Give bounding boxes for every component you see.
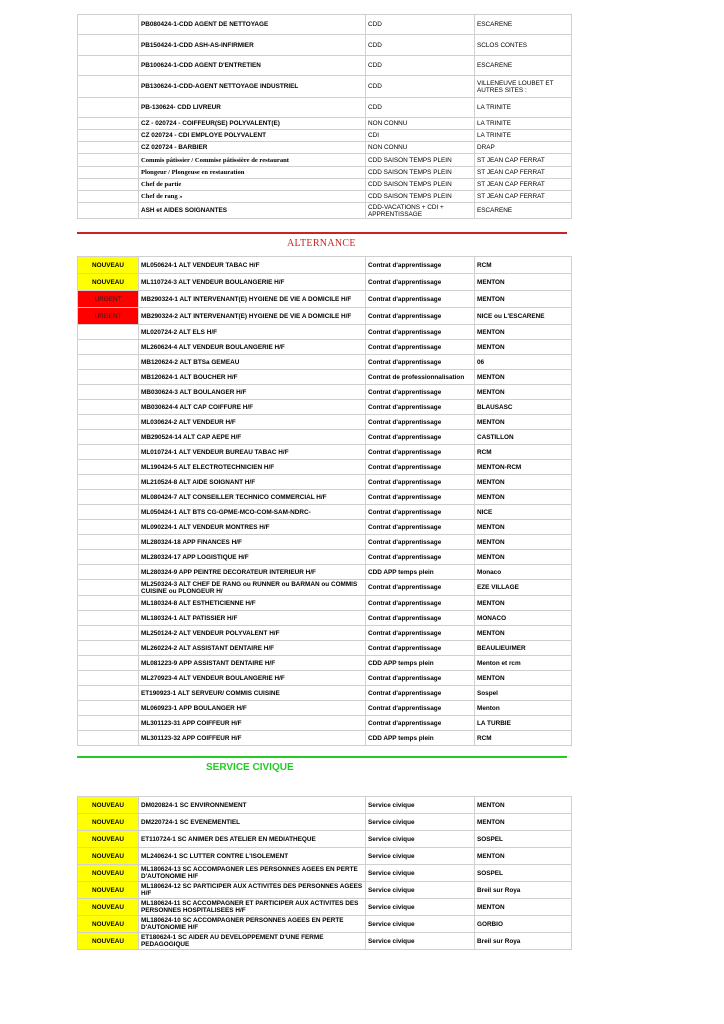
row-tag: NOUVEAU xyxy=(78,865,139,882)
row-title: MB030624-3 ALT BOULANGER H/F xyxy=(139,385,366,400)
row-tag xyxy=(78,671,139,686)
row-contract: Contrat d'apprentissage xyxy=(366,400,475,415)
table-row xyxy=(78,671,572,686)
row-title: PB080424-1-CDD AGENT DE NETTOYAGE xyxy=(139,15,366,35)
row-contract: Contrat d'apprentissage xyxy=(366,596,475,611)
row-location: RCM xyxy=(475,731,572,746)
table-row xyxy=(78,415,572,430)
cdd-offers-table xyxy=(77,14,572,219)
row-title: CZ 020724 - BARBIER xyxy=(139,142,366,154)
row-title: ML280324-9 APP PEINTRE DECORATEUR INTERIEUR H/F xyxy=(139,565,366,580)
row-tag xyxy=(78,701,139,716)
row-contract: Service civique xyxy=(366,797,475,814)
row-location: MENTON xyxy=(475,899,572,916)
row-tag xyxy=(78,56,139,76)
row-location: LA TRINITE xyxy=(475,118,572,130)
table-row xyxy=(78,76,572,98)
row-location: MENTON xyxy=(475,550,572,565)
table-row xyxy=(78,203,572,219)
row-tag xyxy=(78,445,139,460)
row-title: ML260624-4 ALT VENDEUR BOULANGERIE H/F xyxy=(139,340,366,355)
row-tag xyxy=(78,118,139,130)
row-tag xyxy=(78,505,139,520)
row-contract: Contrat d'apprentissage xyxy=(366,475,475,490)
row-tag xyxy=(78,203,139,219)
table-row xyxy=(78,848,572,865)
row-contract: Contrat d'apprentissage xyxy=(366,671,475,686)
table-row xyxy=(78,179,572,191)
row-location: Sospel xyxy=(475,686,572,701)
table-row xyxy=(78,35,572,56)
row-location: Monaco xyxy=(475,565,572,580)
row-title: MB120624-2 ALT BTSa GEMEAU xyxy=(139,355,366,370)
row-title: ML180624-12 SC PARTICIPER AUX ACTIVITES DES PERSONNES AGEES H/F xyxy=(139,882,366,899)
table-row xyxy=(78,167,572,179)
table-row xyxy=(78,626,572,641)
row-contract: Service civique xyxy=(366,831,475,848)
row-location: MENTON xyxy=(475,814,572,831)
table-row xyxy=(78,340,572,355)
row-contract: Contrat d'apprentissage xyxy=(366,641,475,656)
row-tag xyxy=(78,142,139,154)
row-title: ML280324-17 APP LOGISTIQUE H/F xyxy=(139,550,366,565)
row-title: ML260224-2 ALT ASSISTANT DENTAIRE H/F xyxy=(139,641,366,656)
row-location: RCM xyxy=(475,257,572,274)
row-contract: CDD APP temps plein xyxy=(366,656,475,671)
row-tag xyxy=(78,490,139,505)
row-location: MENTON xyxy=(475,415,572,430)
alternance-table xyxy=(77,256,572,746)
row-location: NICE xyxy=(475,505,572,520)
row-location: MONACO xyxy=(475,611,572,626)
table-row xyxy=(78,701,572,716)
row-tag xyxy=(78,35,139,56)
table-row xyxy=(78,98,572,118)
row-contract: Contrat d'apprentissage xyxy=(366,415,475,430)
row-location: MENTON xyxy=(475,520,572,535)
row-contract: Contrat de professionnalisation xyxy=(366,370,475,385)
table-row xyxy=(78,596,572,611)
row-title: CZ 020724 - CDI EMPLOYE POLYVALENT xyxy=(139,130,366,142)
row-contract: CDD SAISON TEMPS PLEIN xyxy=(366,191,475,203)
row-tag xyxy=(78,154,139,167)
table-row xyxy=(78,641,572,656)
row-title: ML110724-3 ALT VENDEUR BOULANGERIE H/F xyxy=(139,274,366,291)
row-tag: NOUVEAU xyxy=(78,831,139,848)
row-title: ASH et AIDES SOIGNANTES xyxy=(139,203,366,219)
row-contract: Contrat d'apprentissage xyxy=(366,325,475,340)
row-title: ML080424-7 ALT CONSEILLER TECHNICO COMMERCIAL H/F xyxy=(139,490,366,505)
row-contract: Contrat d'apprentissage xyxy=(366,274,475,291)
row-location: MENTON xyxy=(475,596,572,611)
row-title: ML301123-32 APP COIFFEUR H/F xyxy=(139,731,366,746)
table-row xyxy=(78,565,572,580)
table-row xyxy=(78,865,572,882)
row-contract: Contrat d'apprentissage xyxy=(366,686,475,701)
row-contract: CDD SAISON TEMPS PLEIN xyxy=(366,179,475,191)
row-tag: NOUVEAU xyxy=(78,814,139,831)
row-tag xyxy=(78,716,139,731)
table-row xyxy=(78,505,572,520)
table-row xyxy=(78,899,572,916)
table-row xyxy=(78,814,572,831)
row-title: ML280324-18 APP FINANCES H/F xyxy=(139,535,366,550)
row-location: Breil sur Roya xyxy=(475,933,572,950)
table-row xyxy=(78,15,572,35)
table-row xyxy=(78,385,572,400)
row-location: BEAULIEU/MER xyxy=(475,641,572,656)
row-tag: NOUVEAU xyxy=(78,274,139,291)
row-contract: Contrat d'apprentissage xyxy=(366,701,475,716)
table-row xyxy=(78,716,572,731)
row-contract: CDD xyxy=(366,76,475,98)
row-title: ET180624-1 SC AIDER AU DEVELOPPEMENT D'UNE FERME PEDAGOGIQUE xyxy=(139,933,366,950)
row-title: ET110724-1 SC ANIMER DES ATELIER EN MEDIATHEQUE xyxy=(139,831,366,848)
row-contract: Contrat d'apprentissage xyxy=(366,340,475,355)
row-location: MENTON xyxy=(475,535,572,550)
row-location: CASTILLON xyxy=(475,430,572,445)
table-row xyxy=(78,580,572,596)
row-location: MENTON xyxy=(475,274,572,291)
table-row xyxy=(78,142,572,154)
table-row xyxy=(78,274,572,291)
service-civique-table xyxy=(77,796,572,950)
row-location: MENTON xyxy=(475,490,572,505)
row-tag xyxy=(78,475,139,490)
row-contract: Service civique xyxy=(366,865,475,882)
row-location: VILLENEUVE LOUBET ET AUTRES SITES : xyxy=(475,76,572,98)
row-title: ML180624-10 SC ACCOMPAGNER PERSONNES AGEES EN PERTE D'AUTONOMIE H/F xyxy=(139,916,366,933)
alternance-title: ALTERNANCE xyxy=(287,238,356,249)
row-tag xyxy=(78,340,139,355)
row-tag xyxy=(78,179,139,191)
row-contract: CDD SAISON TEMPS PLEIN xyxy=(366,167,475,179)
row-title: PB-130624- CDD LIVREUR xyxy=(139,98,366,118)
row-title: PB130624-1-CDD-AGENT NETTOYAGE INDUSTRIEL xyxy=(139,76,366,98)
row-title: DM020824-1 SC ENVIRONNEMENT xyxy=(139,797,366,814)
row-tag xyxy=(78,731,139,746)
row-location: MENTON xyxy=(475,848,572,865)
row-title: ET190923-1 ALT SERVEUR/ COMMIS CUISINE xyxy=(139,686,366,701)
table-row xyxy=(78,355,572,370)
row-title: MB290324-1 ALT INTERVENANT(E) HYGIENE DE VIE A DOMICILE H/F xyxy=(139,291,366,308)
row-title: ML090224-1 ALT VENDEUR MONTRES H/F xyxy=(139,520,366,535)
row-contract: Contrat d'apprentissage xyxy=(366,355,475,370)
table-row xyxy=(78,656,572,671)
row-title: ML190424-5 ALT ELECTROTECHNICIEN H/F xyxy=(139,460,366,475)
row-tag xyxy=(78,596,139,611)
row-location: SOSPEL xyxy=(475,865,572,882)
table-row xyxy=(78,882,572,899)
row-tag xyxy=(78,520,139,535)
row-tag xyxy=(78,15,139,35)
table-row xyxy=(78,118,572,130)
table-row xyxy=(78,933,572,950)
row-tag: NOUVEAU xyxy=(78,916,139,933)
table-row xyxy=(78,291,572,308)
service-civique-title: SERVICE CIVIQUE xyxy=(206,762,294,773)
row-contract: CDD xyxy=(366,15,475,35)
row-contract: Contrat d'apprentissage xyxy=(366,520,475,535)
table-row xyxy=(78,460,572,475)
row-location: MENTON xyxy=(475,325,572,340)
row-contract: CDD APP temps plein xyxy=(366,565,475,580)
row-contract: Service civique xyxy=(366,933,475,950)
row-title: MB030624-4 ALT CAP COIFFURE H/F xyxy=(139,400,366,415)
row-tag xyxy=(78,400,139,415)
row-contract: NON CONNU xyxy=(366,118,475,130)
row-title: ML250324-3 ALT CHEF DE RANG ou RUNNER ou BARMAN ou COMMIS CUISINE ou PLONGEUR H/ xyxy=(139,580,366,596)
service-civique-divider xyxy=(77,756,567,758)
row-contract: Service civique xyxy=(366,814,475,831)
row-contract: Service civique xyxy=(366,899,475,916)
row-location: MENTON xyxy=(475,340,572,355)
table-row xyxy=(78,370,572,385)
row-tag xyxy=(78,325,139,340)
row-location: 06 xyxy=(475,355,572,370)
row-tag xyxy=(78,191,139,203)
row-contract: CDD xyxy=(366,56,475,76)
row-contract: Service civique xyxy=(366,882,475,899)
row-title: ML301123-31 APP COIFFEUR H/F xyxy=(139,716,366,731)
row-location: ESCARENE xyxy=(475,56,572,76)
row-tag xyxy=(78,641,139,656)
table-row xyxy=(78,731,572,746)
row-tag xyxy=(78,430,139,445)
row-tag xyxy=(78,370,139,385)
row-location: BLAUSASC xyxy=(475,400,572,415)
row-title: CZ - 020724 - COIFFEUR(SE) POLYVALENT(E) xyxy=(139,118,366,130)
row-title: Plongeur / Plongeuse en restauration xyxy=(139,167,366,179)
row-tag xyxy=(78,98,139,118)
row-tag: NOUVEAU xyxy=(78,933,139,950)
row-title: ML081223-9 APP ASSISTANT DENTAIRE H/F xyxy=(139,656,366,671)
row-contract: Service civique xyxy=(366,848,475,865)
table-row xyxy=(78,535,572,550)
table-row xyxy=(78,191,572,203)
row-title: DM220724-1 SC EVENEMENTIEL xyxy=(139,814,366,831)
row-location: ESCARENE xyxy=(475,15,572,35)
table-row xyxy=(78,611,572,626)
row-tag xyxy=(78,550,139,565)
row-contract: Contrat d'apprentissage xyxy=(366,291,475,308)
row-location: ST JEAN CAP FERRAT xyxy=(475,191,572,203)
row-location: EZE VILLAGE xyxy=(475,580,572,596)
row-contract: Contrat d'apprentissage xyxy=(366,580,475,596)
row-tag: NOUVEAU xyxy=(78,899,139,916)
row-title: ML010724-1 ALT VENDEUR BUREAU TABAC H/F xyxy=(139,445,366,460)
row-title: ML250124-2 ALT VENDEUR POLYVALENT H/F xyxy=(139,626,366,641)
row-tag xyxy=(78,565,139,580)
row-tag: URGENT xyxy=(78,291,139,308)
row-title: PB100624-1-CDD AGENT D'ENTRETIEN xyxy=(139,56,366,76)
row-tag xyxy=(78,686,139,701)
row-location: MENTON xyxy=(475,291,572,308)
row-title: PB150424-1-CDD ASH-AS-INFIRMIER xyxy=(139,35,366,56)
row-contract: Contrat d'apprentissage xyxy=(366,626,475,641)
row-location: MENTON-RCM xyxy=(475,460,572,475)
row-title: MB120624-1 ALT BOUCHER H/F xyxy=(139,370,366,385)
row-location: ST JEAN CAP FERRAT xyxy=(475,154,572,167)
row-title: Chef de rang » xyxy=(139,191,366,203)
row-tag xyxy=(78,460,139,475)
row-title: Chef de partie xyxy=(139,179,366,191)
row-tag: NOUVEAU xyxy=(78,797,139,814)
row-contract: Service civique xyxy=(366,916,475,933)
row-location: SCLOS CONTES xyxy=(475,35,572,56)
row-title: ML210524-8 ALT AIDE SOIGNANT H/F xyxy=(139,475,366,490)
row-contract: Contrat d'apprentissage xyxy=(366,490,475,505)
row-location: LA TRINITE xyxy=(475,130,572,142)
row-location: Menton et rcm xyxy=(475,656,572,671)
row-location: NICE ou L'ESCARENE xyxy=(475,308,572,325)
row-contract: CDD-VACATIONS + CDI + APPRENTISSAGE xyxy=(366,203,475,219)
table-row xyxy=(78,56,572,76)
table-row xyxy=(78,257,572,274)
row-title: ML050624-1 ALT VENDEUR TABAC H/F xyxy=(139,257,366,274)
row-location: GORBIO xyxy=(475,916,572,933)
row-location: Menton xyxy=(475,701,572,716)
row-location: RCM xyxy=(475,445,572,460)
row-contract: Contrat d'apprentissage xyxy=(366,550,475,565)
row-location: MENTON xyxy=(475,370,572,385)
row-contract: Contrat d'apprentissage xyxy=(366,535,475,550)
row-contract: CDD xyxy=(366,98,475,118)
table-row xyxy=(78,831,572,848)
row-title: MB290524-14 ALT CAP AEPE H/F xyxy=(139,430,366,445)
table-row xyxy=(78,475,572,490)
row-location: MENTON xyxy=(475,385,572,400)
row-location: ST JEAN CAP FERRAT xyxy=(475,179,572,191)
row-tag xyxy=(78,626,139,641)
table-row xyxy=(78,154,572,167)
row-contract: Contrat d'apprentissage xyxy=(366,308,475,325)
row-title: ML060923-1 APP BOULANGER H/F xyxy=(139,701,366,716)
row-contract: Contrat d'apprentissage xyxy=(366,505,475,520)
row-contract: Contrat d'apprentissage xyxy=(366,257,475,274)
row-tag xyxy=(78,611,139,626)
row-tag xyxy=(78,535,139,550)
table-row xyxy=(78,916,572,933)
row-tag xyxy=(78,656,139,671)
row-title: ML180324-8 ALT ESTHETICIENNE H/F xyxy=(139,596,366,611)
table-row xyxy=(78,325,572,340)
row-location: MENTON xyxy=(475,797,572,814)
row-location: MENTON xyxy=(475,475,572,490)
row-tag xyxy=(78,580,139,596)
row-contract: CDI xyxy=(366,130,475,142)
row-contract: NON CONNU xyxy=(366,142,475,154)
row-contract: CDD xyxy=(366,35,475,56)
row-title: ML180624-11 SC ACCOMPAGNER ET PARTICIPER AUX ACTIVITES DES PERSONNES HOSPITALISEES H/F xyxy=(139,899,366,916)
row-tag xyxy=(78,355,139,370)
row-location: ESCARENE xyxy=(475,203,572,219)
row-title: ML050424-1 ALT BTS CG-GPME-MCO-COM-SAM-NDRC- xyxy=(139,505,366,520)
row-location: LA TRINITE xyxy=(475,98,572,118)
table-row xyxy=(78,400,572,415)
row-location: LA TURBIE xyxy=(475,716,572,731)
row-location: Breil sur Roya xyxy=(475,882,572,899)
row-contract: Contrat d'apprentissage xyxy=(366,716,475,731)
row-location: MENTON xyxy=(475,626,572,641)
row-title: ML270923-4 ALT VENDEUR BOULANGERIE H/F xyxy=(139,671,366,686)
row-tag xyxy=(78,415,139,430)
table-row xyxy=(78,445,572,460)
row-tag: NOUVEAU xyxy=(78,257,139,274)
row-tag xyxy=(78,76,139,98)
table-row xyxy=(78,520,572,535)
row-tag xyxy=(78,385,139,400)
table-row xyxy=(78,550,572,565)
table-row xyxy=(78,130,572,142)
row-contract: Contrat d'apprentissage xyxy=(366,445,475,460)
row-location: ST JEAN CAP FERRAT xyxy=(475,167,572,179)
alternance-divider xyxy=(77,232,567,234)
row-location: SOSPEL xyxy=(475,831,572,848)
row-title: MB290324-2 ALT INTERVENANT(E) HYGIENE DE VIE A DOMICILE H/F xyxy=(139,308,366,325)
row-location: MENTON xyxy=(475,671,572,686)
row-tag: NOUVEAU xyxy=(78,882,139,899)
row-tag: NOUVEAU xyxy=(78,848,139,865)
row-title: ML180324-1 ALT PATISSIER H/F xyxy=(139,611,366,626)
row-contract: Contrat d'apprentissage xyxy=(366,611,475,626)
row-title: ML020724-2 ALT ELS H/F xyxy=(139,325,366,340)
table-row xyxy=(78,490,572,505)
row-contract: CDD APP temps plein xyxy=(366,731,475,746)
row-title: ML180624-13 SC ACCOMPAGNER LES PERSONNES AGEES EN PERTE D'AUTONOMIE H/F xyxy=(139,865,366,882)
row-tag xyxy=(78,167,139,179)
table-row xyxy=(78,308,572,325)
row-tag: URGENT xyxy=(78,308,139,325)
row-title: ML240624-1 SC LUTTER CONTRE L'ISOLEMENT xyxy=(139,848,366,865)
table-row xyxy=(78,430,572,445)
row-location: DRAP xyxy=(475,142,572,154)
table-row xyxy=(78,686,572,701)
row-tag xyxy=(78,130,139,142)
row-contract: Contrat d'apprentissage xyxy=(366,430,475,445)
row-contract: Contrat d'apprentissage xyxy=(366,385,475,400)
row-contract: Contrat d'apprentissage xyxy=(366,460,475,475)
table-row xyxy=(78,797,572,814)
row-contract: CDD SAISON TEMPS PLEIN xyxy=(366,154,475,167)
row-title: Commis pâtissier / Commise pâtissière de restaurant xyxy=(139,154,366,167)
row-title: ML030624-2 ALT VENDEUR H/F xyxy=(139,415,366,430)
